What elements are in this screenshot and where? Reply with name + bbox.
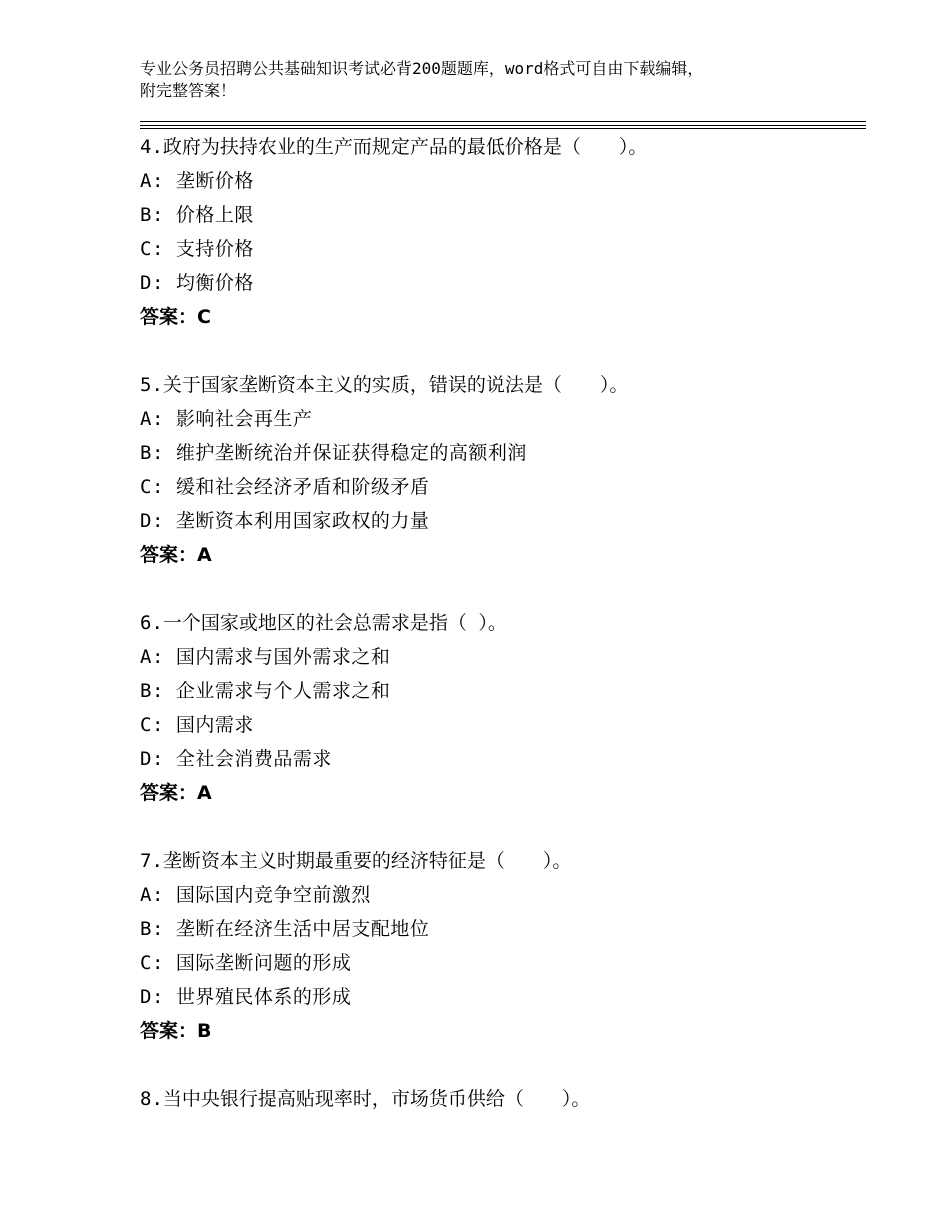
question-stem: 6.一个国家或地区的社会总需求是指（ ）。 [140,612,507,634]
document-header [140,58,820,102]
question-5 [140,368,860,572]
answer-label: 答案：A [140,544,212,566]
option-d: D: 全社会消费品需求 [140,748,332,770]
option-b: B: 企业需求与个人需求之和 [140,680,391,702]
option-d: D: 均衡价格 [140,272,254,294]
option-a: A: 垄断价格 [140,170,254,192]
option-b: B: 价格上限 [140,204,254,226]
answer-label: 答案：C [140,306,211,328]
option-c: C: 支持价格 [140,238,254,260]
header-divider-middle [140,125,866,126]
header-divider-top [140,121,866,122]
option-b: B: 垄断在经济生活中居支配地位 [140,918,430,940]
option-d: D: 垄断资本利用国家政权的力量 [140,510,430,532]
header-divider-bottom [140,128,866,129]
option-b: B: 维护垄断统治并保证获得稳定的高额利润 [140,442,527,464]
question-stem: 5.关于国家垄断资本主义的实质，错误的说法是（ ）。 [140,374,629,396]
answer-label: 答案：A [140,782,212,804]
option-c: C: 缓和社会经济矛盾和阶级矛盾 [140,476,430,498]
question-6 [140,606,860,810]
option-c: C: 国内需求 [140,714,254,736]
question-stem: 4.政府为扶持农业的生产而规定产品的最低价格是（ ）。 [140,136,648,158]
question-stem: 7.垄断资本主义时期最重要的经济特征是（ ）。 [140,850,572,872]
option-a: A: 国内需求与国外需求之和 [140,646,391,668]
question-stem: 8.当中央银行提高贴现率时，市场货币供给（ ）。 [140,1088,591,1110]
question-list [140,130,860,1150]
question-4 [140,130,860,334]
option-c: C: 国际垄断问题的形成 [140,952,352,974]
header-line-2: 附完整答案！ [140,81,237,100]
option-d: D: 世界殖民体系的形成 [140,986,352,1008]
option-a: A: 影响社会再生产 [140,408,313,430]
question-7 [140,844,860,1048]
question-8 [140,1082,860,1116]
header-line-1: 专业公务员招聘公共基础知识考试必背200题题库，word格式可自由下载编辑， [140,59,704,78]
answer-label: 答案：B [140,1020,212,1042]
option-a: A: 国际国内竞争空前激烈 [140,884,371,906]
